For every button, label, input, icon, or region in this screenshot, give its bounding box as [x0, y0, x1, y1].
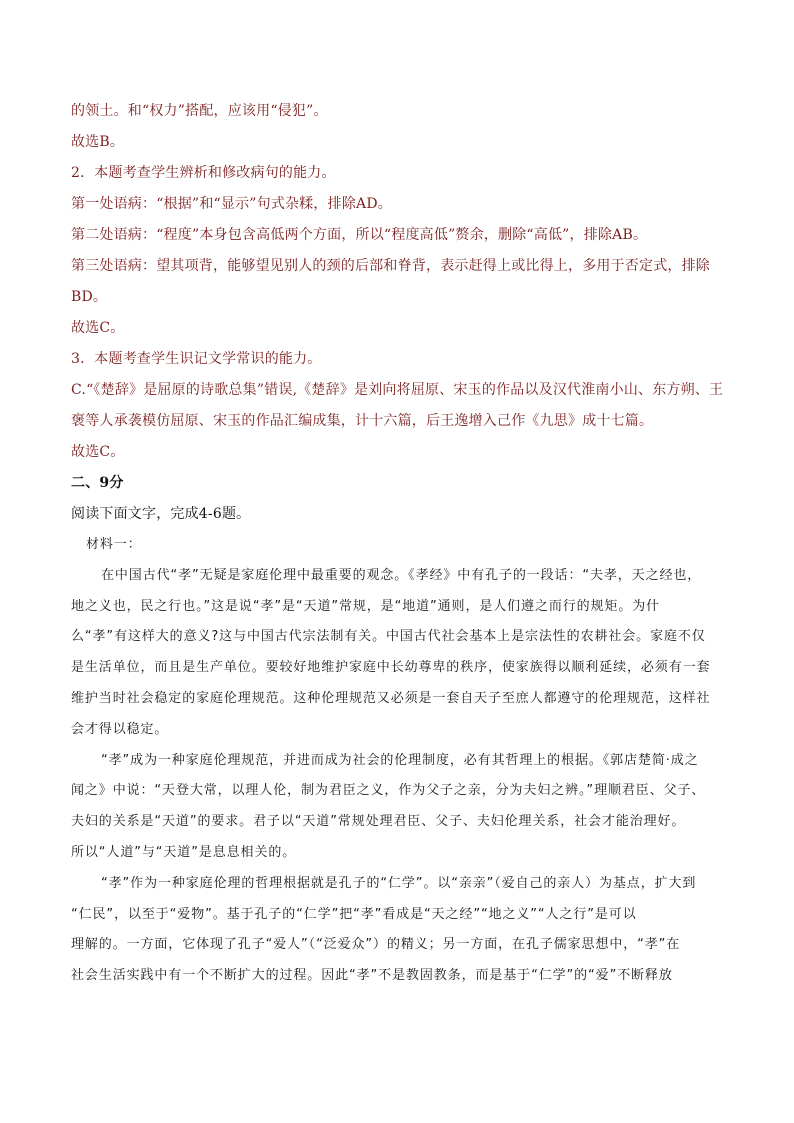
material-paragraph-1	[71, 561, 733, 746]
material-label: 材料一：	[86, 537, 142, 552]
paragraph-line: 所以“人道”与“天道”是息息相关的。	[71, 844, 297, 860]
section-heading: 二、9分	[71, 475, 124, 491]
material-paragraph-3	[71, 869, 733, 992]
paragraph-line: 社会生活实践中有一个不断扩大的过程。因此“孝”不是教固教条，而是基于“仁学”的“爱”不断释放	[71, 968, 673, 984]
paragraph-line: 会才得以稳定。	[71, 721, 169, 737]
paragraph-line: 夫妇的关系是“天道”的要求。君子以“天道”常规处理君臣、父子、夫妇伦理关系，社会才能治理好。	[71, 814, 686, 830]
q2-answer: 故选C。	[71, 320, 125, 336]
paragraph-line: 闻之》中说：“天登大常，以理人伦，制为君臣之义，作为父子之亲，分为夫妇之辨。”理顺君臣、父子、	[71, 783, 706, 799]
q2-error-3-continued: BD。	[71, 289, 108, 305]
paragraph-line: 在中国古代“孝”无疑是家庭伦理中最重要的观念。《孝经》中有孔子的一段话：“夫孝，天之经也，	[101, 567, 702, 583]
paragraph-line: “仁民”，以至于“爱物”。基于孔子的“仁学”把“孝”看成是“天之经”“地之义”“人之行”是可以	[71, 906, 637, 922]
q2-error-3: 第三处语病：望其项背，能够望见别人的颈的后部和脊背，表示赶得上或比得上，多用于否定式，排除	[71, 258, 710, 274]
document-page	[71, 96, 733, 992]
paragraph-line: 维护当时社会稳定的家庭伦理规范。这种伦理规范又必须是一套自天子至庶人都遵守的伦理规范，这样社	[71, 690, 711, 706]
q1-explanation-tail: 的领土。和“权力”搭配，应该用“侵犯”。	[71, 103, 328, 119]
paragraph-line: 地之义也，民之行也。”这是说“孝”是“天道”常规，是“地道”通则，是人们遵之而行的规矩。为什	[71, 598, 661, 614]
q3-title: 3．本题考查学生识记文学常识的能力。	[71, 351, 322, 367]
q3-explanation: C.“《楚辞》是屈原的诗歌总集”错误,《楚辞》是刘向将屈原、宋玉的作品以及汉代淮南小山、东方朔、王	[71, 382, 724, 398]
paragraph-line: 理解的。一方面，它体现了孔子“爱人”（“泛爱众”）的精义；另一方面，在孔子儒家思想中，“孝”在	[71, 937, 681, 953]
q2-error-2: 第二处语病：“程度”本身包含高低两个方面，所以“程度高低”赘余，删除“高低”，排除AB。	[71, 227, 648, 243]
paragraph-line: “孝”成为一种家庭伦理规范，并进而成为社会的伦理制度，必有其哲理上的根据。《郭店楚简·成之	[101, 752, 699, 768]
paragraph-line: 是生活单位，而且是生产单位。要较好地维护家庭中长幼尊卑的秩序，使家族得以顺利延续，必须有一套	[71, 660, 711, 676]
q2-error-1: 第一处语病：“根据”和“显示”句式杂糅，排除AD。	[71, 196, 392, 212]
material-paragraph-2	[71, 746, 733, 869]
section-instruction: 阅读下面文字，完成4-6题。	[71, 506, 251, 522]
q3-explanation-continued: 褒等人承袭模仿屈原、宋玉的作品汇编成集，计十六篇，后王逸增入己作《九思》成十七篇。	[71, 413, 654, 429]
q1-answer: 故选B。	[71, 134, 125, 150]
paragraph-line: “孝”作为一种家庭伦理的哲理根据就是孔子的“仁学”。以“亲亲”（爱自己的亲人）为基点，扩大到	[101, 875, 697, 891]
paragraph-line: 么“孝”有这样大的意义?这与中国古代宗法制有关。中国古代社会基本上是宗法性的农耕社会。家庭不仅	[71, 629, 706, 645]
q2-title: 2．本题考查学生辨析和修改病句的能力。	[71, 165, 336, 181]
q3-answer: 故选C。	[71, 444, 125, 460]
